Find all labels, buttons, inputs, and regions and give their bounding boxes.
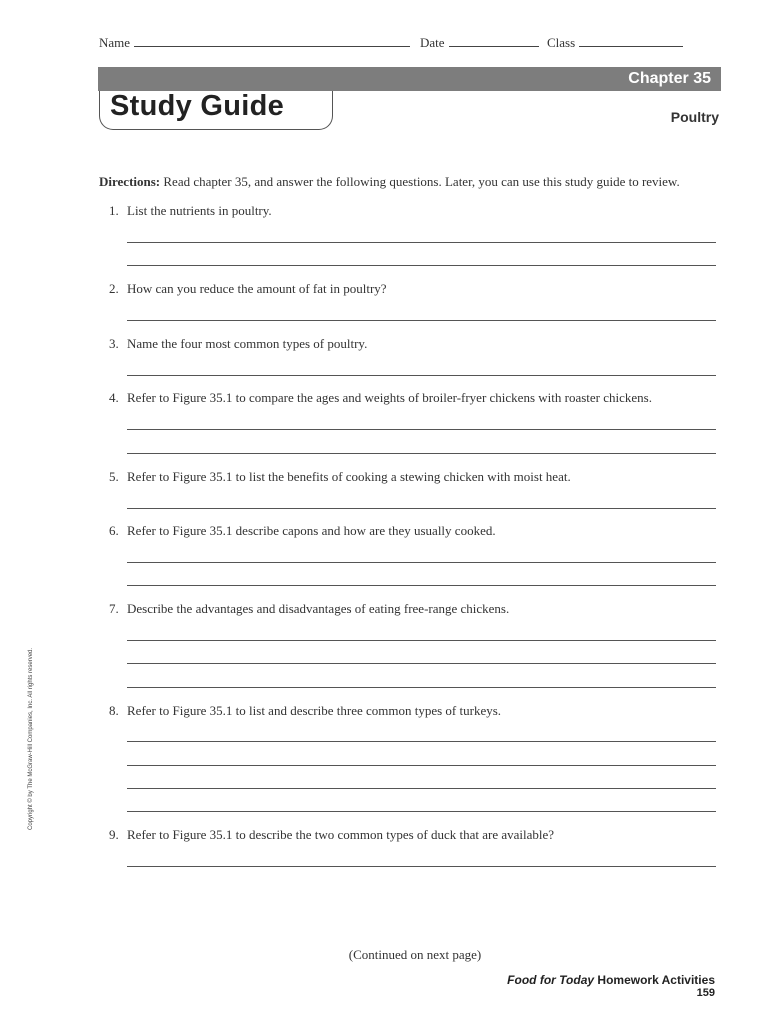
book-suffix: Homework Activities — [594, 973, 715, 987]
question-number: 9. — [109, 827, 119, 842]
question-2 — [109, 281, 387, 297]
class-line — [579, 34, 683, 47]
class-label: Class — [547, 35, 576, 50]
study-guide-box — [99, 91, 333, 130]
answer-line[interactable] — [127, 562, 716, 563]
directions-label: Directions: — [99, 174, 161, 189]
answer-line[interactable] — [127, 265, 716, 266]
page-subtitle: Poultry — [670, 109, 719, 125]
question-text: Refer to Figure 35.1 describe capons and how are they usually cooked. — [127, 523, 496, 538]
question-number: 7. — [109, 601, 119, 616]
answer-line[interactable] — [127, 741, 716, 742]
answer-line[interactable] — [127, 788, 716, 789]
name-line — [134, 34, 410, 47]
question-5 — [109, 469, 571, 485]
chapter-label: Chapter 35 — [628, 70, 711, 87]
answer-line[interactable] — [127, 242, 716, 243]
directions — [99, 174, 680, 190]
question-1 — [109, 203, 272, 219]
answer-line[interactable] — [127, 765, 716, 766]
book-title: Food for Today — [507, 973, 595, 987]
page-number: 159 — [696, 987, 715, 999]
date-line — [449, 34, 539, 47]
answer-line[interactable] — [127, 453, 716, 454]
question-number: 3. — [109, 336, 119, 351]
name-label: Name — [99, 35, 131, 50]
answer-line[interactable] — [127, 640, 716, 641]
question-number: 8. — [109, 703, 119, 718]
question-number: 2. — [109, 281, 119, 296]
answer-line[interactable] — [127, 585, 716, 586]
date-label: Date — [420, 35, 445, 50]
answer-line[interactable] — [127, 429, 716, 430]
chapter-bar — [98, 67, 721, 91]
question-text: Refer to Figure 35.1 to list and describe three common types of turkeys. — [127, 703, 502, 718]
answer-line[interactable] — [127, 508, 716, 509]
question-number: 6. — [109, 523, 119, 538]
question-8 — [109, 703, 501, 719]
answer-line[interactable] — [127, 687, 716, 688]
question-number: 1. — [109, 203, 119, 218]
answer-line[interactable] — [127, 811, 716, 812]
page-title: Study Guide — [110, 90, 285, 122]
question-number: 5. — [109, 469, 119, 484]
answer-line[interactable] — [127, 320, 716, 321]
question-3 — [109, 336, 367, 352]
date-field[interactable] — [420, 34, 539, 51]
question-text: Refer to Figure 35.1 to describe the two common types of duck that are available? — [127, 827, 555, 842]
question-text: How can you reduce the amount of fat in poultry? — [127, 281, 387, 296]
name-field[interactable] — [99, 34, 410, 51]
question-text: Refer to Figure 35.1 to compare the ages and weights of broiler-fryer chickens with roaster chickens. — [127, 390, 652, 405]
question-7 — [109, 601, 509, 617]
answer-line[interactable] — [127, 663, 716, 664]
continued-note: (Continued on next page) — [348, 947, 482, 962]
class-field[interactable] — [547, 34, 683, 51]
question-9 — [109, 827, 554, 843]
question-number: 4. — [109, 390, 119, 405]
page-footer — [507, 973, 715, 999]
answer-line[interactable] — [127, 375, 716, 376]
question-4 — [109, 390, 652, 406]
answer-line[interactable] — [127, 866, 716, 867]
copyright-notice: Copyright © by The McGraw-Hill Companies, Inc. All rights reserved. — [28, 647, 34, 830]
question-text: List the nutrients in poultry. — [127, 203, 272, 218]
question-text: Refer to Figure 35.1 to list the benefits of cooking a stewing chicken with moist heat. — [127, 469, 571, 484]
question-text: Describe the advantages and disadvantages of eating free-range chickens. — [127, 601, 510, 616]
question-6 — [109, 523, 496, 539]
directions-text: Read chapter 35, and answer the following questions. Later, you can use this study guide to review. — [160, 174, 680, 189]
question-text: Name the four most common types of poultry. — [127, 336, 368, 351]
